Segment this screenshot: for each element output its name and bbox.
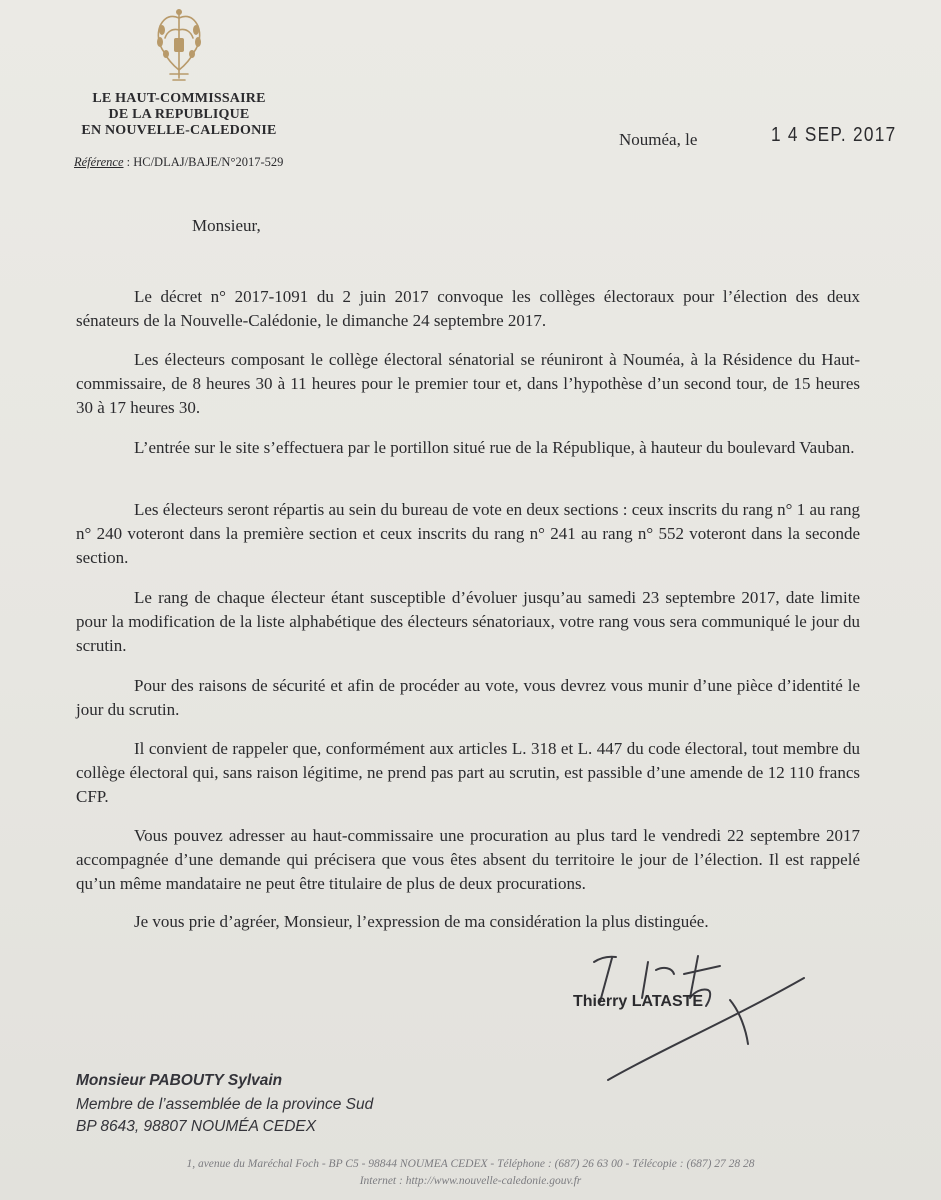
paragraph-penalty: Il convient de rappeler que, conformément aux articles L. 318 et L. 447 du code électoral, tout membre du collège électoral qui, sans raison légitime, ne prend pas part au scrutin, est passible d’une amende de 12 110 francs CFP. — [76, 739, 860, 806]
paragraph-closing: Je vous prie d’agréer, Monsieur, l’expression de ma considération la plus distinguée. — [134, 912, 709, 931]
footer-website: Internet : http://www.nouvelle-caledonie.gouv.fr — [359, 1175, 582, 1187]
signer-name: Thierry LATASTE — [573, 993, 704, 1010]
handwritten-signature — [560, 940, 820, 1090]
paragraph-sections: Les électeurs seront répartis au sein du bureau de vote en deux sections : ceux inscrits du rang n° 1 au rang n° 240 voteront dans la première section et ceux inscrits du rang n° 241 au rang n° 552 voteront dans la seconde section. — [76, 500, 860, 567]
reference — [74, 155, 283, 170]
paragraph-meeting: Les électeurs composant le collège électoral sénatorial se réuniront à Nouméa, à la Résidence du Haut-commissaire, de 8 heures 30 à 11 heures pour le premier tour et, dans l’hypothèse d’un second tour, de 15 heures 30 à 17 heures 30. — [76, 350, 860, 417]
paragraph-decree: Le décret n° 2017-1091 du 2 juin 2017 convoque les collèges électoraux pour l’élection des deux sénateurs de la Nouvelle-Calédonie, le dimanche 24 septembre 2017. — [76, 287, 860, 330]
place-date: Nouméa, le — [619, 130, 698, 149]
salutation: Monsieur, — [192, 216, 261, 235]
header-line-1: LE HAUT-COMMISSAIRE — [92, 91, 266, 106]
reference-value: : HC/DLAJ/BAJE/N°2017-529 — [126, 155, 284, 169]
paragraph-identity: Pour des raisons de sécurité et afin de procéder au vote, vous devrez vous munir d’une pièce d’identité le jour du scrutin. — [76, 676, 860, 719]
reference-label: Référence — [74, 155, 124, 169]
header-line-2: DE LA REPUBLIQUE — [108, 107, 250, 122]
recipient-address: BP 8643, 98807 NOUMÉA CEDEX — [76, 1118, 317, 1135]
republic-emblem-icon — [146, 4, 212, 86]
recipient-role: Membre de l’assemblée de la province Sud — [76, 1096, 374, 1113]
footer-address: 1, avenue du Maréchal Foch - BP C5 - 98844 NOUMEA CEDEX - Téléphone : (687) 26 63 00 - Télécopie : (687) 27 28 28 — [186, 1158, 755, 1170]
header-line-3: EN NOUVELLE-CALEDONIE — [81, 123, 277, 138]
date-stamp: 1 4 SEP. 2017 — [771, 124, 897, 146]
recipient-name: Monsieur PABOUTY Sylvain — [76, 1072, 283, 1089]
paragraph-proxy: Vous pouvez adresser au haut-commissaire une procuration au plus tard le vendredi 22 septembre 2017 accompagnée d’une demande qui précisera que vous êtes absent du territoire le jour de l’élection. Il est rappelé qu’un même mandataire ne peut être titulaire de plus de deux procurations. — [76, 826, 860, 893]
paragraph-rank: Le rang de chaque électeur étant susceptible d’évoluer jusqu’au samedi 23 septembre 2017, date limite pour la modification de la liste alphabétique des électeurs sénatoriaux, votre rang vous sera communiqué le jour du scrutin. — [76, 588, 860, 655]
paragraph-entrance: L’entrée sur le site s’effectuera par le portillon situé rue de la République, à hauteur du boulevard Vauban. — [134, 438, 855, 457]
